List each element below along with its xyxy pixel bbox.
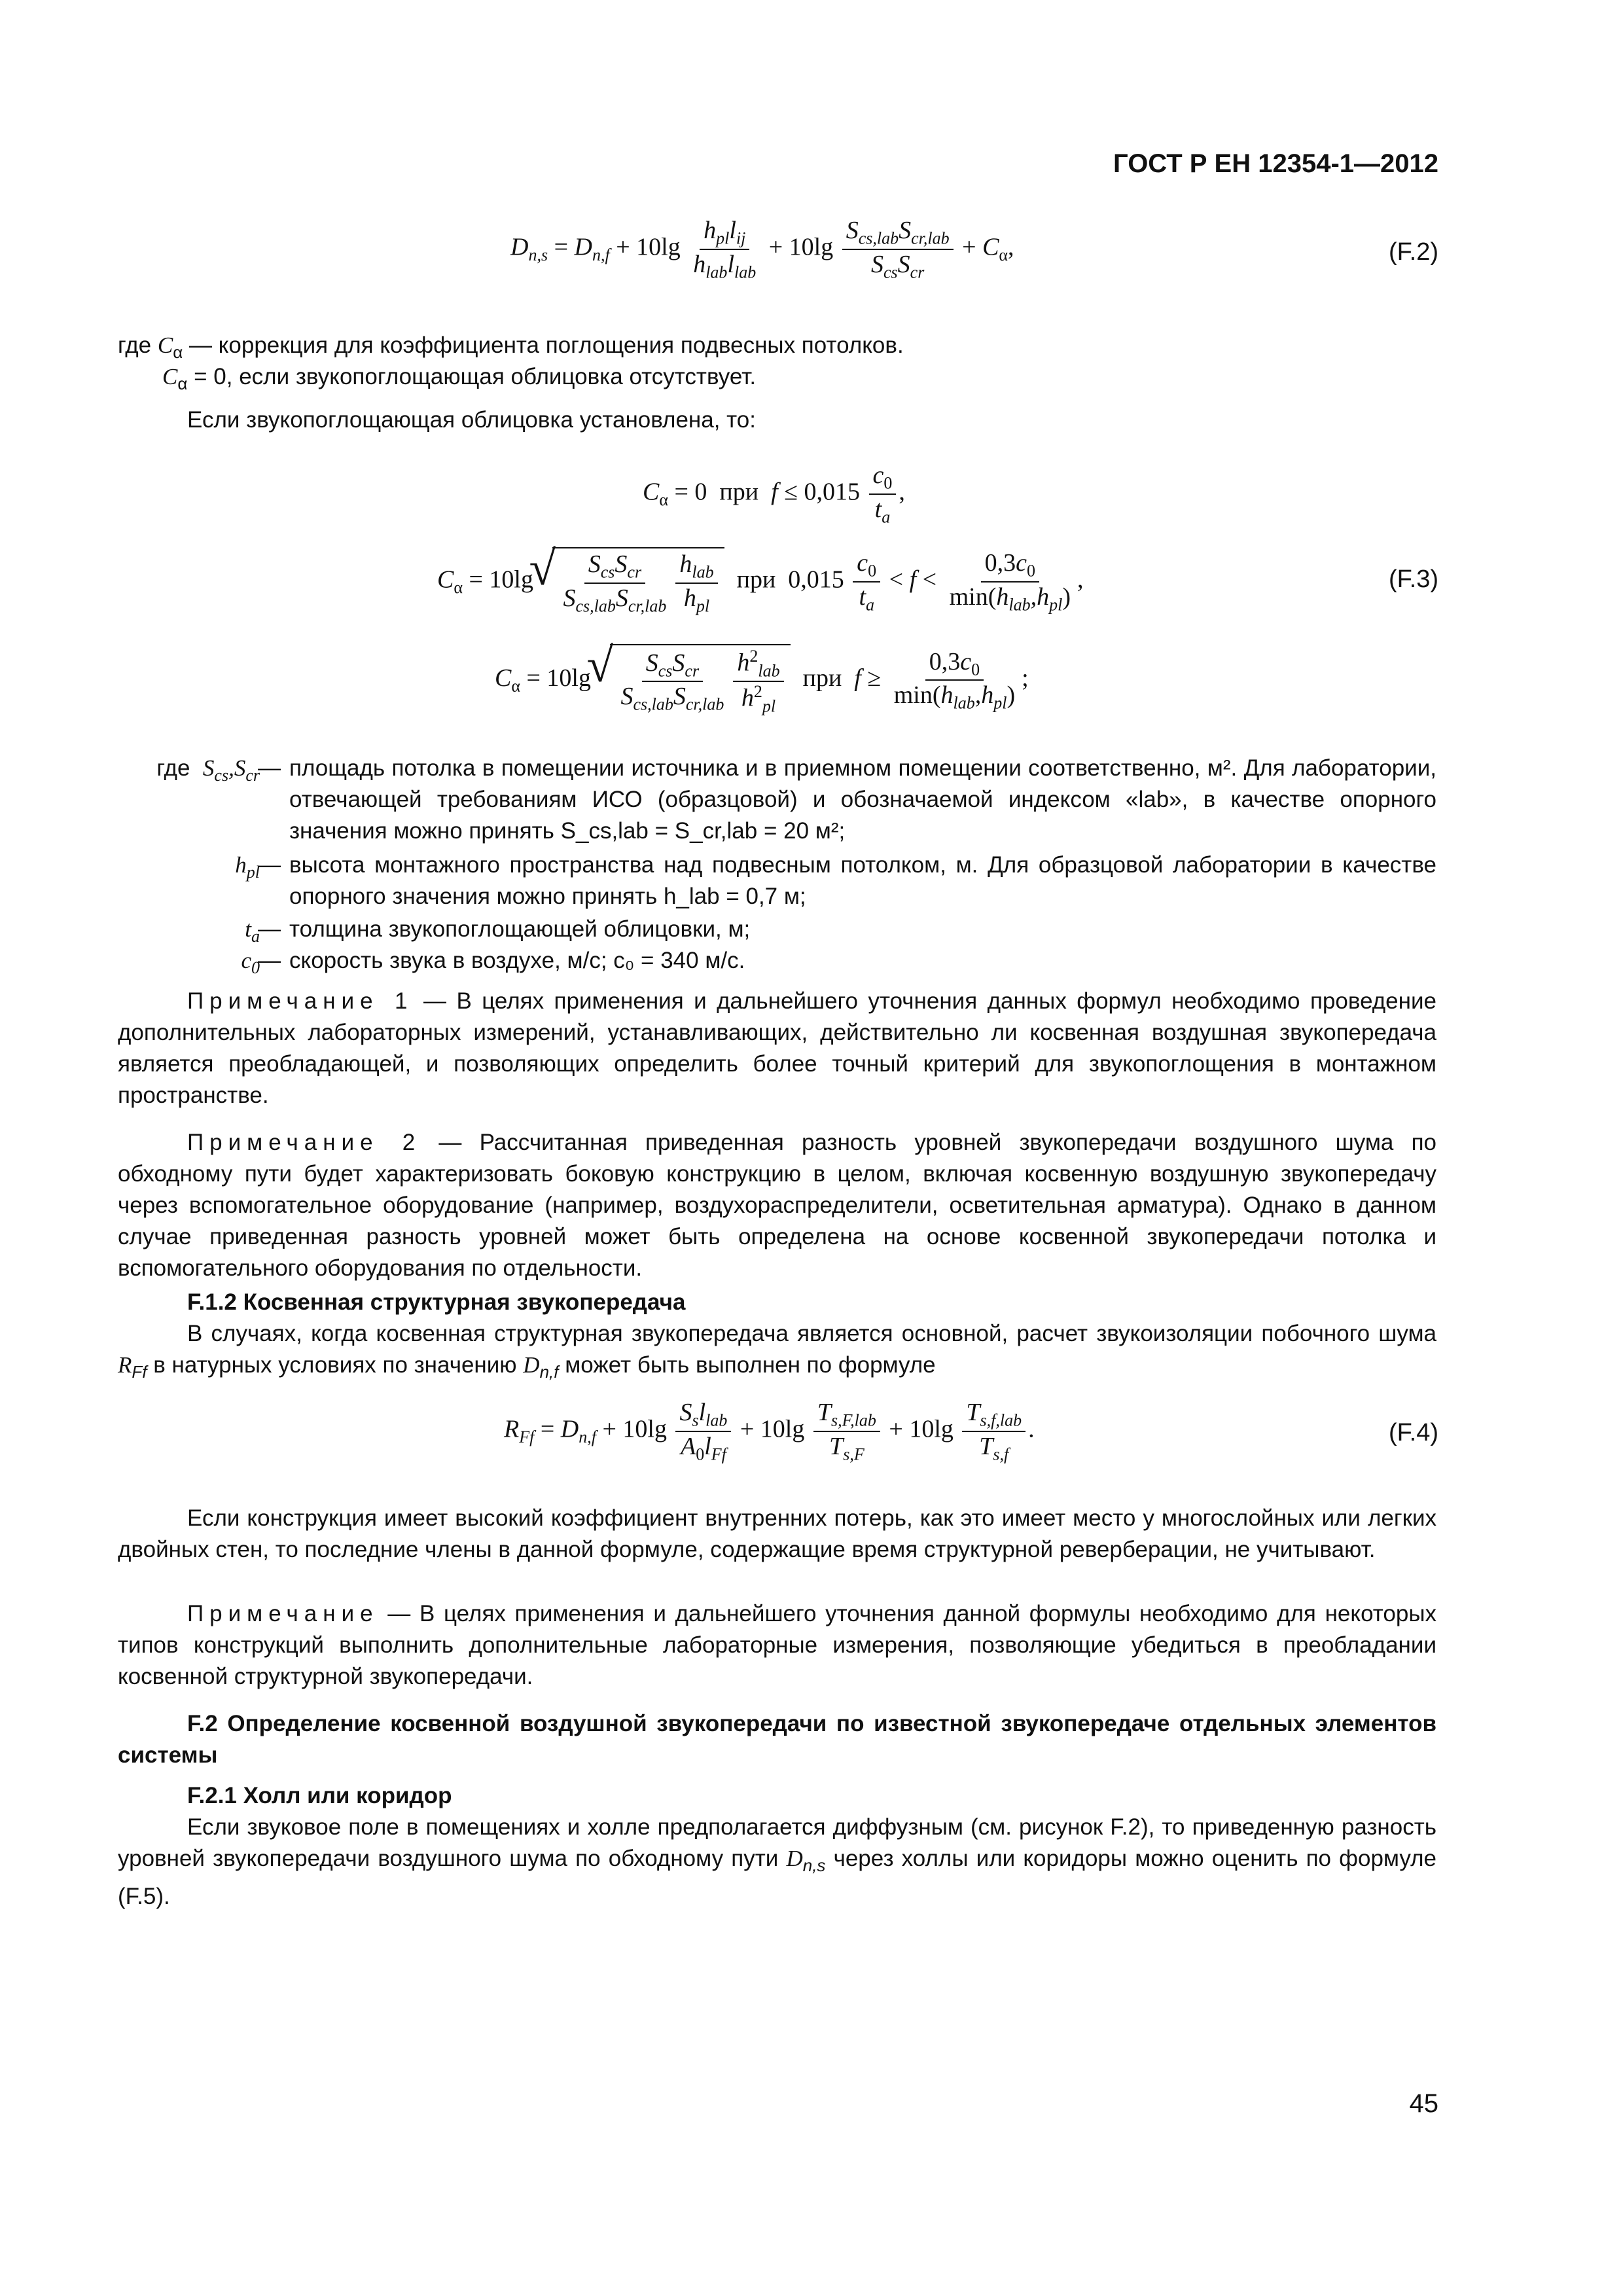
heading-f12: F.1.2 Косвенная структурная звукопередача — [187, 1289, 686, 1315]
f3-coef2-a: 0,3 — [984, 549, 1016, 577]
where-line1: — коррекция для коэффициента поглощения подвесных потолков. — [188, 332, 904, 358]
formula-f2: $D_{n,s} = D_{n,f} + 10\lg$ $\frac{h_{pl}l_{ij}}{h_{lab}l_{lab}}$ + 10lg $\frac{S_{cs,lab}S_{cr,lab}}{S_{cs}S_{cr}}$ + $C_\alpha$, — [510, 217, 1014, 282]
def-h: $h_{pl}$ — высота монтажного пространства над подвесным потолком, м. Для образцовой лаборатории в качестве опорного значения можно принять h_lab = 0,7 м; — [118, 850, 1436, 915]
formula-f3-line2: $C_\alpha = 10\lg$ √ $\frac{S_{cs}S_{cr}}{S_{cs,lab}S_{cr,lab}}$ $\frac{h_{lab}}{h_{pl}}$ при 0,015 $\frac{c_0}{t_a}$ < f < $\frac{0,3c_0}{\min(h_{lab},h_{pl})}$ , — [437, 547, 1084, 616]
note-1-label: Примечание 1 — [187, 988, 414, 1014]
note-1-text: — В целях применения и дальнейшего уточнения данных формул необходимо проведение дополнительных лабораторных измерений, устанавливающих, действительно ли косвенная воздушная звукопередача является преобладающей, и позволяющих определить более точный критерий для звукопоглощения в монтажном пространстве. — [118, 988, 1436, 1108]
where-c-alpha: где $C_\alpha$ — коррекция для коэффициента поглощения подвесных потолков. — [118, 332, 904, 362]
note-3-text: — В целях применения и дальнейшего уточнения данной формулы необходимо для некоторых типов конструкций выполнить дополнительные лабораторные измерения, позволяющие убедиться в преобладании косвенной структурной звукопередачи. — [118, 1601, 1436, 1689]
def-s: где $S_{cs},S_{cr}$ — площадь потолка в помещении источника и в приемном помещении соответственно, м². Для лаборатории, отвечающей требованиям ИСО (образцовой) и обозначаемой индексом «lab», в качестве опорного значения можно принять S_cs,lab = S_cr,lab = 20 м²; — [118, 753, 1436, 851]
def-c: $c_0$ — скорость звука в воздухе, м/с; c₀ = 340 м/с. — [118, 945, 1436, 978]
heading-f2: F.2 Определение косвенной воздушной звукопередачи по известной звукопередаче отдельных элементов системы — [118, 1711, 1436, 1768]
note-2-label: Примечание 2 — [187, 1130, 421, 1155]
formula-f3-line3: $C_\alpha = 10\lg$ √ $\frac{S_{cs}S_{cr}}{S_{cs,lab}S_{cr,lab}}$ $\frac{h^2_{lab}}{h^2_{pl}}$ при f ≥ $\frac{0,3c_0}{\min(h_{lab},h_{pl})}$ ; — [495, 644, 1029, 717]
equation-number-f2: (F.2) — [1389, 238, 1438, 266]
def-c-symbol: $c_0$ — [241, 948, 260, 977]
f3-cond-word-2: при — [736, 565, 776, 594]
note-1 — [118, 986, 1436, 1111]
f3-coef-1: 0,015 — [804, 478, 861, 506]
formula-f4: $R_{Ff} = D_{n,f} + 10\lg$ $\frac{S_sl_{lab}}{A_0l_{Ff}}$ + 10lg $\frac{T_{s,F,lab}}{T_{s,F}}$ + 10lg $\frac{T_{s,f,lab}}{T_{s,f}}$ . — [504, 1399, 1035, 1464]
note-2 — [118, 1127, 1436, 1284]
equation-number-f3: (F.3) — [1389, 565, 1438, 593]
def-s-symbol: где $S_{cs},S_{cr}$ — [156, 755, 260, 785]
where-c-alpha-zero: $C_\alpha = 0$, если звукопоглощающая облицовка отсутствует. — [162, 364, 757, 393]
note-3-label: Примечание — [187, 1601, 379, 1626]
page-number: 45 — [1409, 2089, 1438, 2118]
f3-cond-word-3: при — [802, 664, 842, 692]
where-prefix: где — [118, 332, 152, 358]
def-t-symbol: $t_a$ — [245, 916, 260, 946]
def-t: $t_a$ — толщина звукопоглощающей облицовки, м; — [118, 914, 1436, 946]
paragraph-if-installed: Если звукопоглощающая облицовка установлена, то: — [187, 407, 756, 433]
def-c-desc: скорость звука в воздухе, м/с; c₀ = 340 м/с. — [289, 948, 745, 973]
def-t-desc: толщина звукопоглощающей облицовки, м; — [289, 916, 751, 942]
f3-zero: 0 — [694, 478, 707, 506]
f3-cond-word-1: при — [719, 478, 759, 506]
f3-coef2-b: 0,3 — [929, 647, 961, 675]
def-h-desc: высота монтажного пространства над подвесным потолком, м. Для образцовой лаборатории в качестве опорного значения можно принять h_lab = 0,7 м; — [289, 852, 1436, 909]
paragraph-f12: В случаях, когда косвенная структурная звукопередача является основной, расчет звукоизоляции побочного шума $R_{Ff}$ в натурных условиях по значению $D_{n,f}$ может быть выполнен по формуле — [118, 1321, 1436, 1382]
paragraph-construction: Если конструкция имеет высокий коэффициент внутренних потерь, как это имеет место у многослойных или легких двойных стен, то последние члены в данной формуле, содержащие время структурной реверберации, не учитывают. — [118, 1505, 1436, 1562]
equation-number-f4: (F.4) — [1389, 1419, 1438, 1446]
formula-f3-line1: $C_\alpha = 0$ при f ≤ 0,015 $\frac{c_0}{t_a}$ , — [643, 461, 905, 527]
document-header: ГОСТ Р ЕН 12354-1—2012 — [1113, 149, 1438, 178]
def-s-desc: площадь потолка в помещении источника и в приемном помещении соответственно, м². Для лаборатории, отвечающей требованиям ИСО (образцовой) и обозначаемой индексом «lab», в качестве опорного значения можно принять S_cs,lab = S_cr,lab = 20 м²; — [289, 755, 1436, 844]
f3-coef-2: 0,015 — [788, 565, 844, 594]
heading-f21: F.2.1 Холл или коридор — [187, 1783, 452, 1808]
note-2-text: — Рассчитанная приведенная разность уровней звукопередачи воздушного шума по обходному пути будет характеризовать боковую конструкцию в целом, включая косвенную воздушную звукопередачу через вспомогательное оборудование (например, воздухораспределители, осветительная арматура). Однако в данном случае приведенная разность уровней может быть определена на основе косвенной звукопередачи потолка и вспомогательного оборудования по отдельности. — [118, 1130, 1436, 1281]
note-3 — [118, 1598, 1436, 1693]
paragraph-f21: Если звуковое поле в помещениях и холле предполагается диффузным (см. рисунок F.2), то приведенную разность уровней звукопередачи воздушного шума по обходному пути $D_{n,s}$ через холлы или коридоры можно оценить по формуле (F.5). — [118, 1814, 1436, 1909]
where-line2: = 0, если звукопоглощающая облицовка отсутствует. — [194, 364, 757, 389]
def-h-symbol: $h_{pl}$ — [235, 852, 260, 882]
